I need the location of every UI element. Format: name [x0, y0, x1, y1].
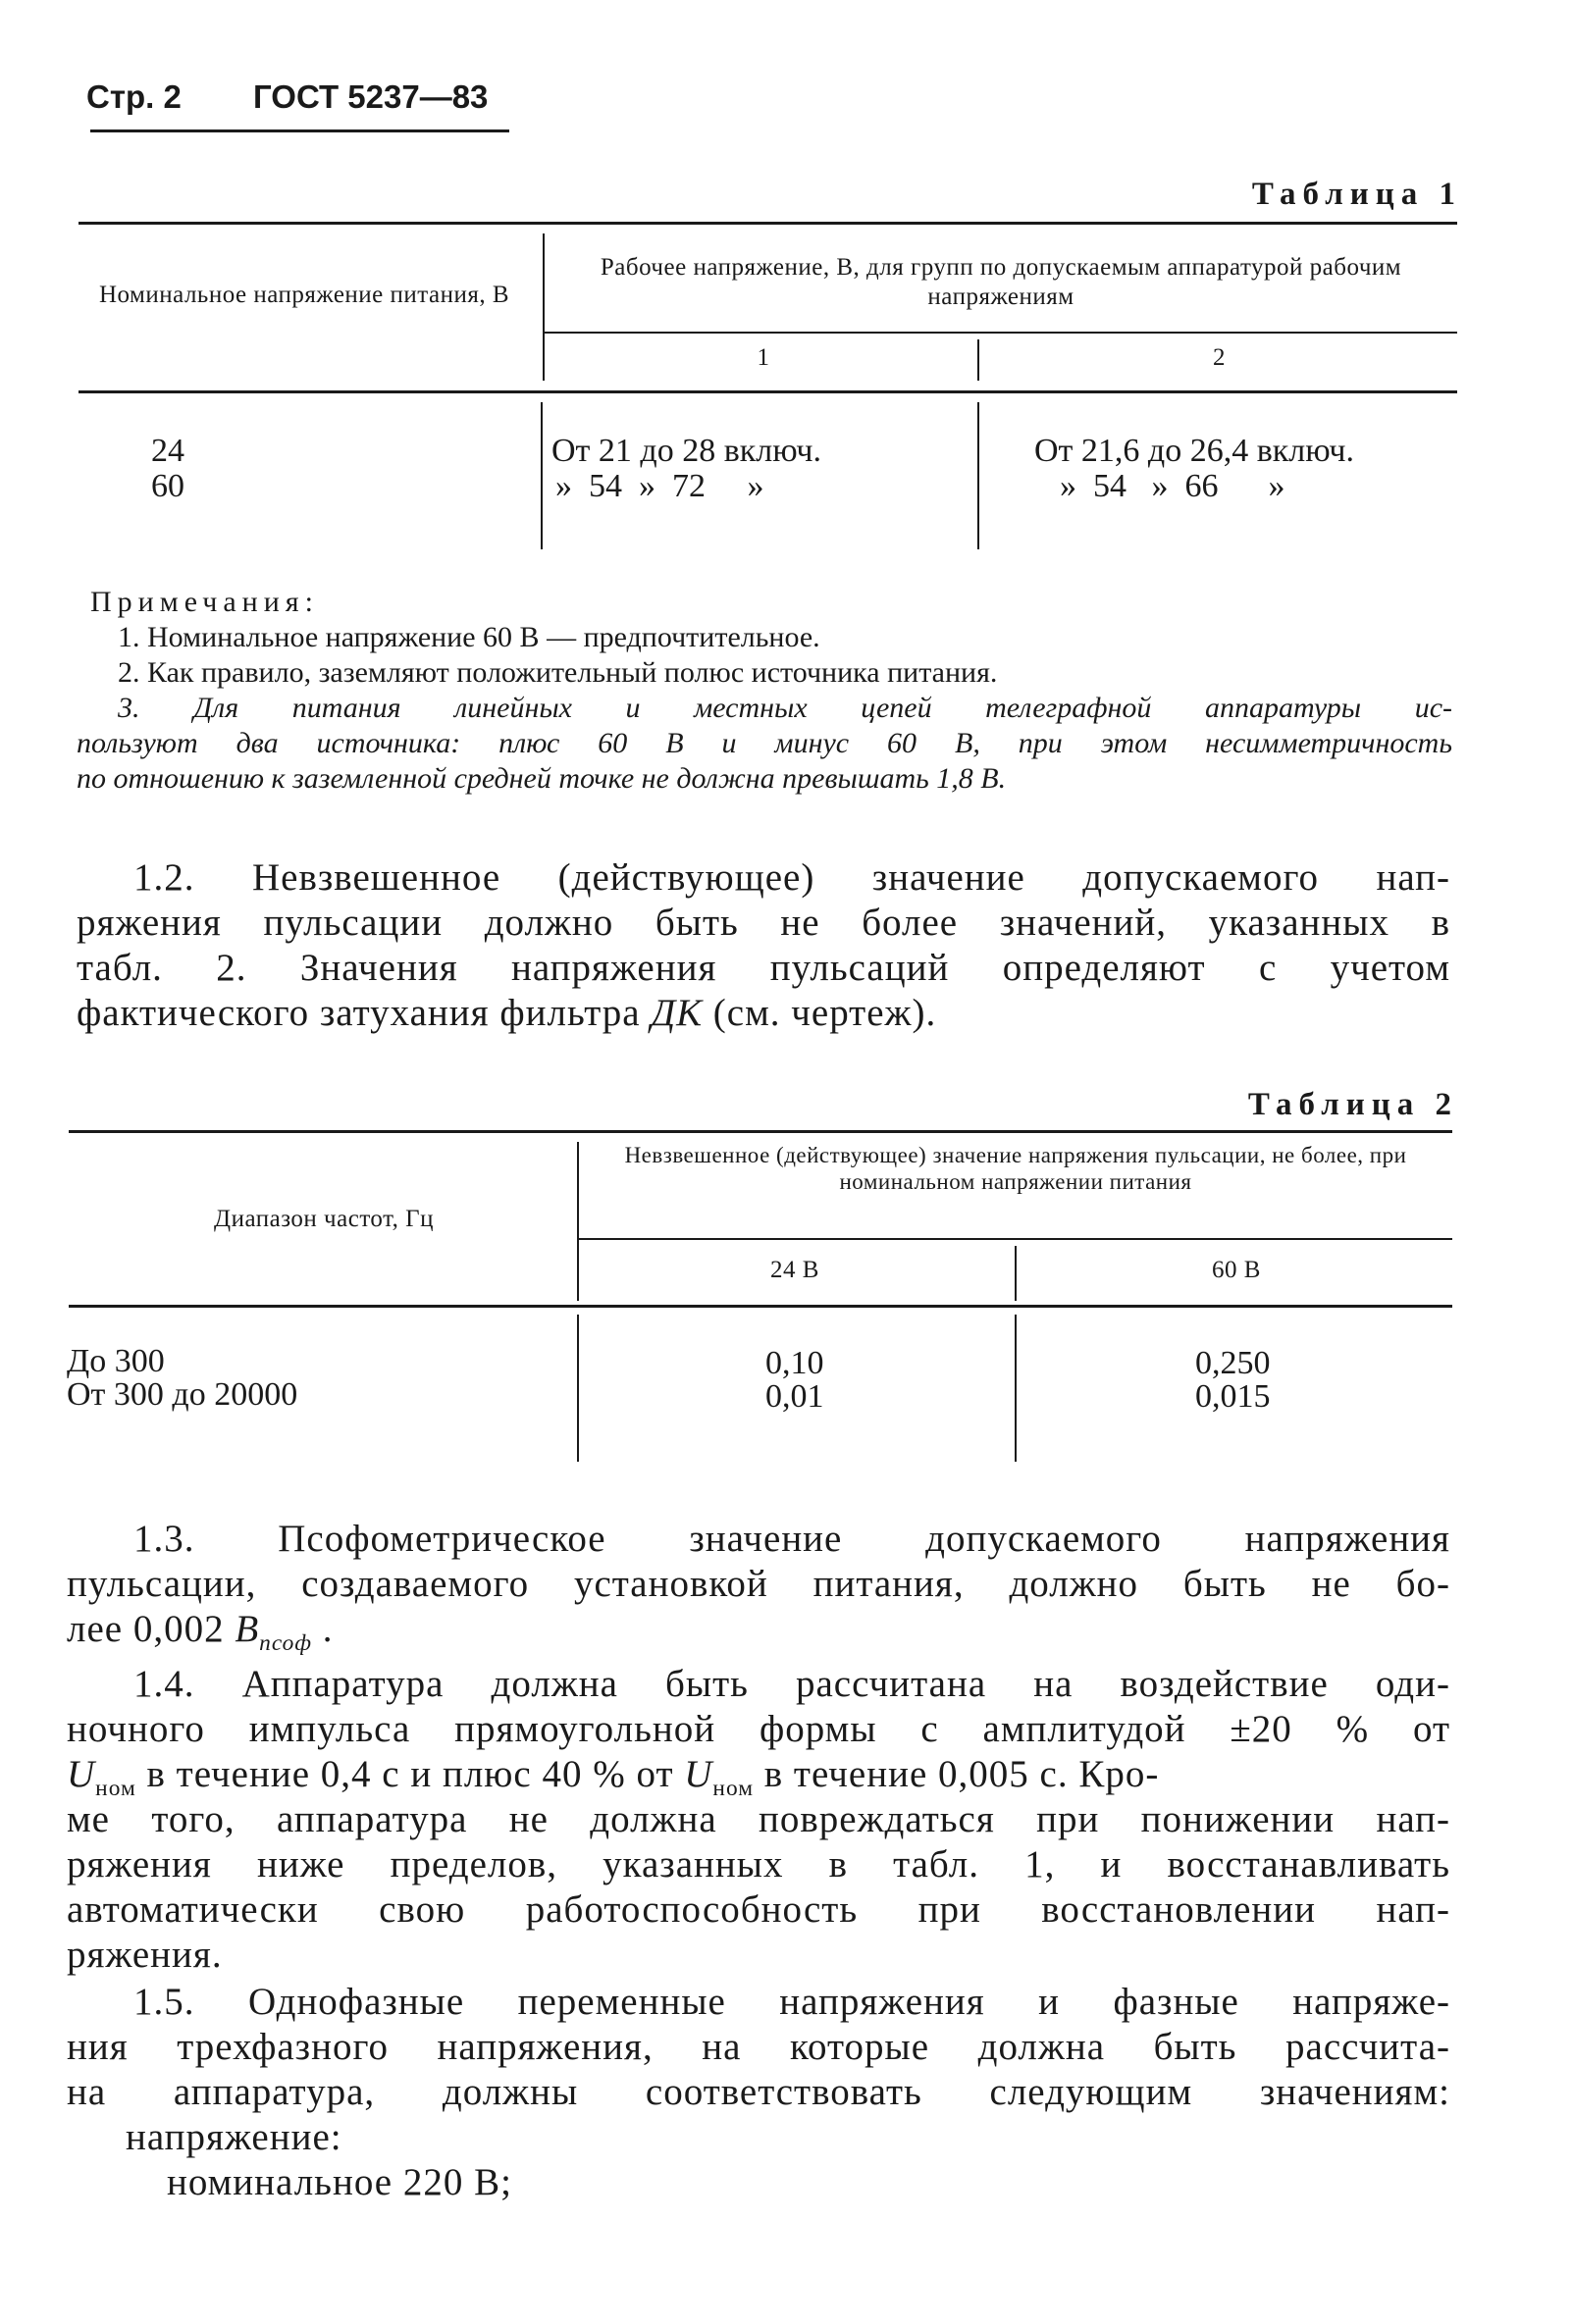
table1-body-divider1: [541, 402, 543, 549]
table1-group2: 2: [1213, 344, 1226, 371]
table1-row1-nominal: 24: [151, 433, 184, 469]
table2-subheader-rule: [579, 1238, 1452, 1240]
para-1-2-line4-text: фактического затухания фильтра: [77, 992, 652, 1034]
para-1-5-line5: номинальное 220 В;: [167, 2161, 512, 2203]
notes-title: Примечания:: [90, 586, 319, 618]
table2-caption: Таблица 2: [1247, 1087, 1458, 1122]
page-number: Стр. 2: [86, 78, 182, 115]
table2-row1-60v: 0,250: [1195, 1345, 1271, 1381]
table1-header-rule: [79, 390, 1457, 393]
para-1-5-line1: 1.5. Однофазные переменные напряжения и фазные напряже-: [133, 1981, 1450, 2023]
para-1-2-line4: [77, 991, 936, 1036]
para-1-5-line3: на аппаратура, должны соответствовать следующим значениям:: [67, 2071, 1450, 2113]
table1-body-divider2: [977, 402, 979, 549]
header-underline: [90, 129, 509, 132]
standard-number: ГОСТ 5237—83: [253, 78, 489, 115]
table2-body-divider2: [1015, 1315, 1017, 1462]
note-3-line2: пользуют два источника: плюс 60 В и минус 60 В, при этом несимметричность: [77, 727, 1452, 759]
table2-header-rule: [69, 1305, 1452, 1308]
para-1-3-line3: [67, 1607, 333, 1666]
table2-col1-header: Диапазон частот, Гц: [214, 1206, 434, 1232]
table1-group1: 1: [757, 344, 770, 371]
table2-row1-range: До 300: [67, 1343, 165, 1379]
table1-col1-header: Номинальное напряжение питания, В: [98, 282, 510, 308]
note-3-line3: по отношению к заземленной средней точке не должна превышать 1,8 В.: [77, 762, 1007, 795]
para-1-4-line1: 1.4. Аппаратура должна быть рассчитана на воздействие оди-: [133, 1663, 1450, 1705]
para-1-2-line4-tail: (см. чертеж).: [703, 992, 937, 1034]
table1-subheader-divider: [977, 339, 979, 381]
table1-col-divider: [543, 233, 545, 381]
table2-row2-24v: 0,01: [765, 1378, 824, 1415]
table2-row2-range: От 300 до 20000: [67, 1376, 298, 1413]
para-1-2-line1: 1.2. Невзвешенное (действующее) значение допускаемого нап-: [133, 856, 1450, 899]
table1-top-rule: [79, 222, 1457, 225]
para-1-4-line4: ме того, аппаратура не должна повреждаться при понижении нап-: [67, 1798, 1450, 1840]
table2-sub-24v: 24 В: [770, 1257, 819, 1283]
table1-row1-group1: От 21 до 28 включ.: [551, 433, 821, 469]
filter-name: ДК: [651, 992, 704, 1034]
table1-row2-nominal: 60: [151, 468, 184, 504]
para-1-2-line3: табл. 2. Значения напряжения пульсаций определяют с учетом: [77, 947, 1450, 989]
table2-col2-header: Невзвешенное (действующее) значение напряжения пульсации, не более, при номинальном напряжении питания: [624, 1143, 1407, 1194]
table1-row2-group2: » 54 » 66 »: [1060, 468, 1285, 504]
para-1-4-line3-tail: в течение 0,005 с. Кро-: [754, 1753, 1160, 1795]
voltage-subscript-2: ном: [712, 1775, 754, 1801]
table2-col-divider: [577, 1142, 579, 1301]
para-1-5-line2: ния трехфазного напряжения, на которые должна быть рассчита-: [67, 2026, 1450, 2068]
para-1-4-line3-mid: в течение 0,4 с и плюс 40 % от: [135, 1753, 685, 1795]
para-1-4-line7: ряжения.: [67, 1934, 223, 1976]
table2-subheader-divider: [1015, 1246, 1017, 1301]
note-3-line1: 3. Для питания линейных и местных цепей телеграфной аппаратуры ис-: [118, 692, 1452, 724]
para-1-4-line6: автоматически свою работоспособность при восстановлении нап-: [67, 1888, 1450, 1931]
table1-col2-header: Рабочее напряжение, В, для групп по допускаемым аппаратурой рабочим напряжениям: [600, 254, 1402, 310]
table2-row2-60v: 0,015: [1195, 1378, 1271, 1415]
unit-symbol: В: [235, 1608, 260, 1650]
voltage-subscript-1: ном: [95, 1775, 136, 1801]
para-1-4-line5: ряжения ниже пределов, указанных в табл. 1, и восстанавливать: [67, 1843, 1450, 1885]
table2-top-rule: [69, 1130, 1452, 1133]
para-1-3-line1: 1.3. Псофометрическое значение допускаемого напряжения: [133, 1518, 1450, 1560]
para-1-4-line2: ночного импульса прямоугольной формы с амплитудой ±20 % от: [67, 1708, 1450, 1750]
table2-row1-24v: 0,10: [765, 1345, 824, 1381]
table1-subheader-rule: [545, 332, 1457, 334]
table2-body-divider1: [577, 1315, 579, 1462]
table1-row2-group1: » 54 » 72 »: [555, 468, 764, 504]
table2-sub-60v: 60 В: [1212, 1257, 1261, 1283]
voltage-symbol-2: U: [684, 1753, 713, 1795]
table1-caption: Таблица 1: [1251, 177, 1462, 212]
para-1-3-line3-text: лее 0,002: [67, 1608, 236, 1650]
voltage-symbol-1: U: [67, 1753, 96, 1795]
para-1-3-line3-tail: .: [311, 1608, 334, 1650]
para-1-2-line2: ряжения пульсации должно быть не более значений, указанных в: [77, 902, 1450, 944]
para-1-3-line2: пульсации, создаваемого установкой питания, должно быть не бо-: [67, 1563, 1450, 1605]
para-1-5-line4: напряжение:: [126, 2116, 342, 2158]
note-2: 2. Как правило, заземляют положительный полюс источника питания.: [118, 656, 998, 689]
unit-subscript: псоф: [259, 1629, 312, 1656]
note-1: 1. Номинальное напряжение 60 В — предпочтительное.: [118, 621, 820, 653]
table1-row1-group2: От 21,6 до 26,4 включ.: [1034, 433, 1354, 469]
